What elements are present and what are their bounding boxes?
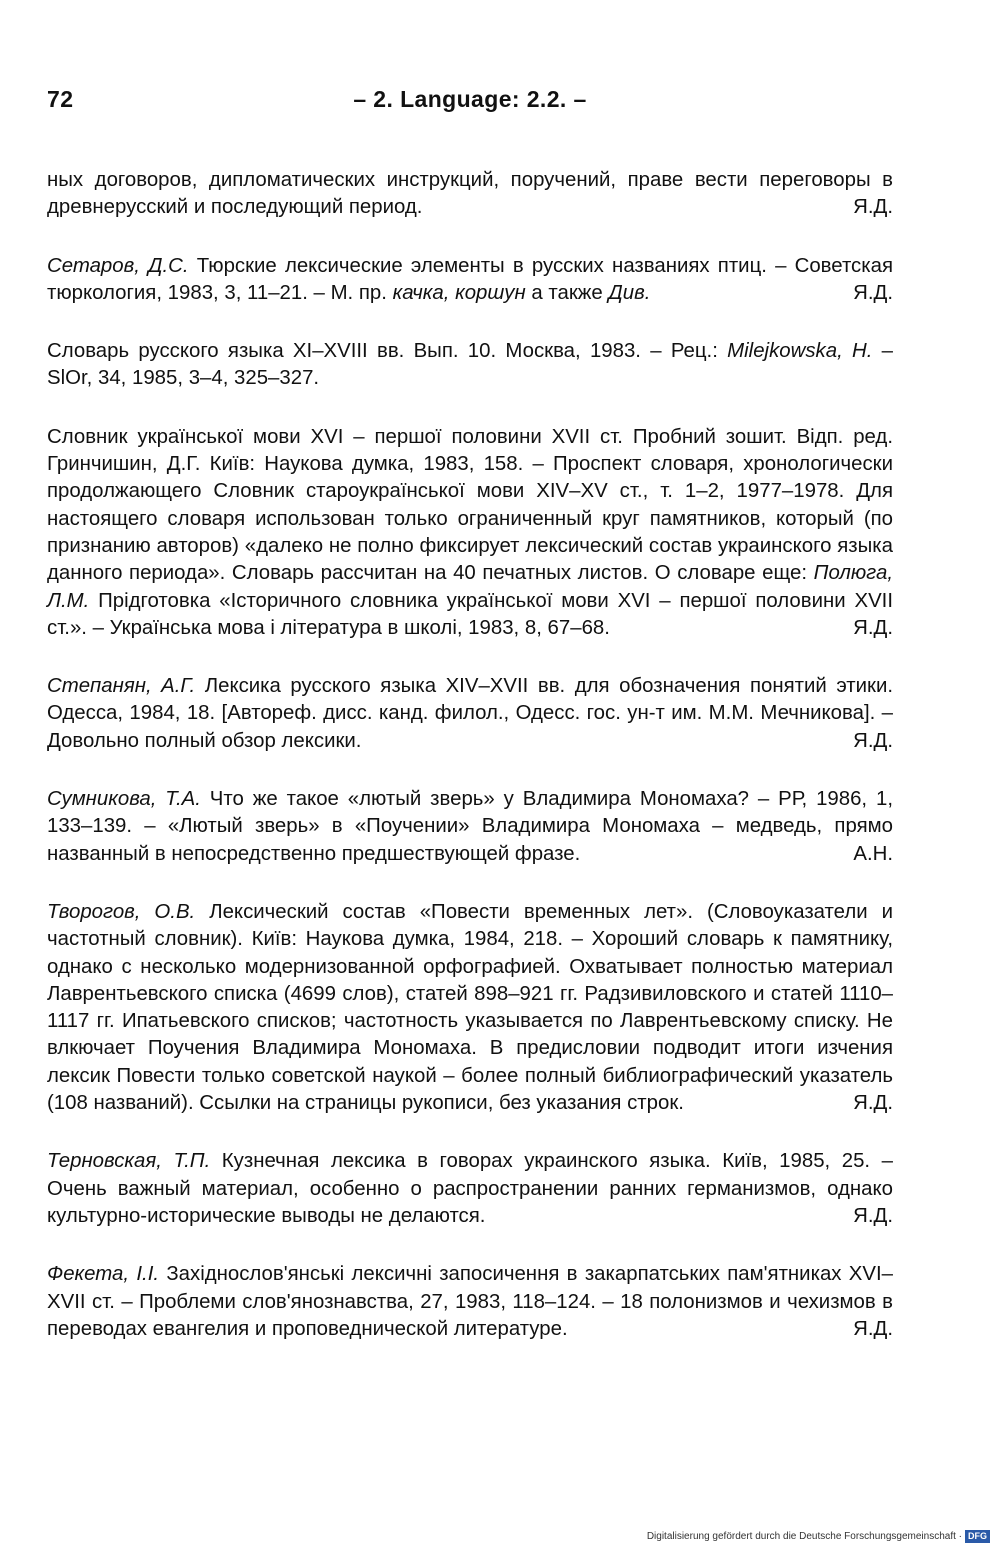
- bibliography-entry: [47, 1261, 893, 1343]
- entry-italic-tail: Milejkowska, H.: [727, 340, 873, 363]
- entry-italic-words: качка, коршун: [392, 281, 526, 304]
- entry-text: Что же такое «лютый зверь» у Владимира Мономаха? – РР, 1986, 1, 133–139. – «Лютый зверь» в «Поучении» Владимира Мономаха – медведь, прямо названный в непосредственно предшествующей фразе.: [47, 788, 893, 865]
- entry-author: Сумникова, Т.А.: [47, 788, 201, 811]
- entry-author: Степанян, А.Г.: [47, 675, 196, 698]
- bibliography-entry: [47, 1148, 893, 1230]
- entry-author: Сетаров, Д.С.: [47, 254, 189, 277]
- entry-text-after: Прідготовка «Історичного словника української мови XVI – першої половини XVII ст.». – Українська мова і література в школі, 1983, 8, 67–68.: [47, 589, 893, 639]
- reviewer-initials: А.Н.: [853, 842, 893, 865]
- entry-text: Тюрские лексические элементы в русских названиях птиц. – Советская тюркология, 1983, 3, 11–21. – М. пр.: [47, 254, 893, 304]
- bibliography-entry: [47, 167, 893, 222]
- entry-text: Західнослов'янські лексичні запосичення в закарпатських пам'ятниках XVI–XVII ст. – Проблеми слов'янознавства, 27, 1983, 118–124. – 18 полонизмов и чехизмов в переводах евангелия и проповеднической литературе.: [47, 1263, 893, 1340]
- reviewer-initials: Я.Д.: [853, 616, 893, 639]
- entry-author: Творогов, О.В.: [47, 900, 196, 923]
- entry-text-after: а также: [531, 281, 603, 304]
- page-number: 72: [47, 86, 74, 112]
- entry-text: ных договоров, дипломатических инструкций, поручений, праве вести переговоры в древнерусский и последующий период.: [47, 169, 893, 219]
- entry-text: Словарь русского языка XI–XVIII вв. Вып. 10. Москва, 1983. – Рец.:: [47, 340, 718, 363]
- entry-text-after: – SlOr, 34, 1985, 3–4, 325–327.: [47, 340, 893, 390]
- reviewer-initials: Я.Д.: [853, 281, 893, 304]
- entry-author: Терновская, Т.П.: [47, 1150, 211, 1173]
- running-header: – 2. Language: 2.2. –: [353, 86, 587, 112]
- entry-italic-tail: Полюга, Л.М.: [47, 562, 894, 612]
- bibliography-list: [47, 167, 893, 1373]
- entry-text: Лексический состав «Повести временных лет». (Словоуказатели и частотный словник). Київ: Наукова думка, 1984, 218. – Хороший словарь к памятнику, однако с несколько модернизованной орфографией. Охватывает полностью материал Лаврентьевского списка (4699 слов), статей 898–921 гг. Радзивиловского и статей 1110–1117 гг. Ипатьевского списков; частотность указывается по Лаврентьевскому списку. Не влкючает Поучения Владимира Мономаха. В предисловии подводит итоги изчения лексик Повести только советской наукой – более полный библиографический указатель (108 названий). Ссылки на страницы рукописи, без указания строк.: [47, 900, 893, 1115]
- entry-text: Лексика русского языка XIV–XVII вв. для обозначения понятий этики. Одесса, 1984, 18. [Автореф. дисс. канд. филол., Одесс. гос. ун-т им. М.М. Мечникова]. – Довольно полный обзор лексики.: [47, 675, 893, 752]
- reviewer-initials: Я.Д.: [853, 196, 893, 219]
- footer-text: Digitalisierung gefördert durch die Deutsche Forschungsgemeinschaft ·: [646, 1531, 962, 1542]
- dfg-logo-icon: DFG: [965, 1530, 990, 1543]
- entry-text: Кузнечная лексика в говорах украинского языка. Київ, 1985, 25. – Очень важный материал, особенно о распространении ранних германизмов, однако культурно-исторические выводы не делаются.: [47, 1150, 893, 1227]
- bibliography-entry: [47, 424, 893, 642]
- bibliography-entry: [47, 673, 893, 755]
- reviewer-initials: Я.Д.: [853, 729, 893, 752]
- bibliography-entry: [47, 253, 893, 308]
- reviewer-initials: Я.Д.: [853, 1317, 893, 1340]
- digitization-footer: [647, 1530, 990, 1543]
- bibliography-entry: [47, 899, 893, 1117]
- bibliography-entry: [47, 338, 893, 393]
- entry-italic-tail: Див.: [608, 281, 651, 304]
- reviewer-initials: Я.Д.: [853, 1092, 893, 1115]
- entry-text: Словник української мови XVI – першої половини XVII ст. Пробний зошит. Відп. ред. Гринчишин, Д.Г. Київ: Наукова думка, 1983, 158. – Проспект словаря, хронологически продолжающего Словник староукраїнської мови XIV–XV ст., т. 1–2, 1977–1978. Для настоящего словаря использован только ограниченный круг памятников, который (по признанию авторов) «далеко не полно фиксирует лексический состав украинского языка данного периода». Словарь рассчитан на 40 печатных листов. О словаре еще:: [47, 425, 893, 585]
- reviewer-initials: Я.Д.: [853, 1204, 893, 1227]
- bibliography-entry: [47, 786, 893, 868]
- entry-author: Фекета, І.І.: [47, 1263, 160, 1286]
